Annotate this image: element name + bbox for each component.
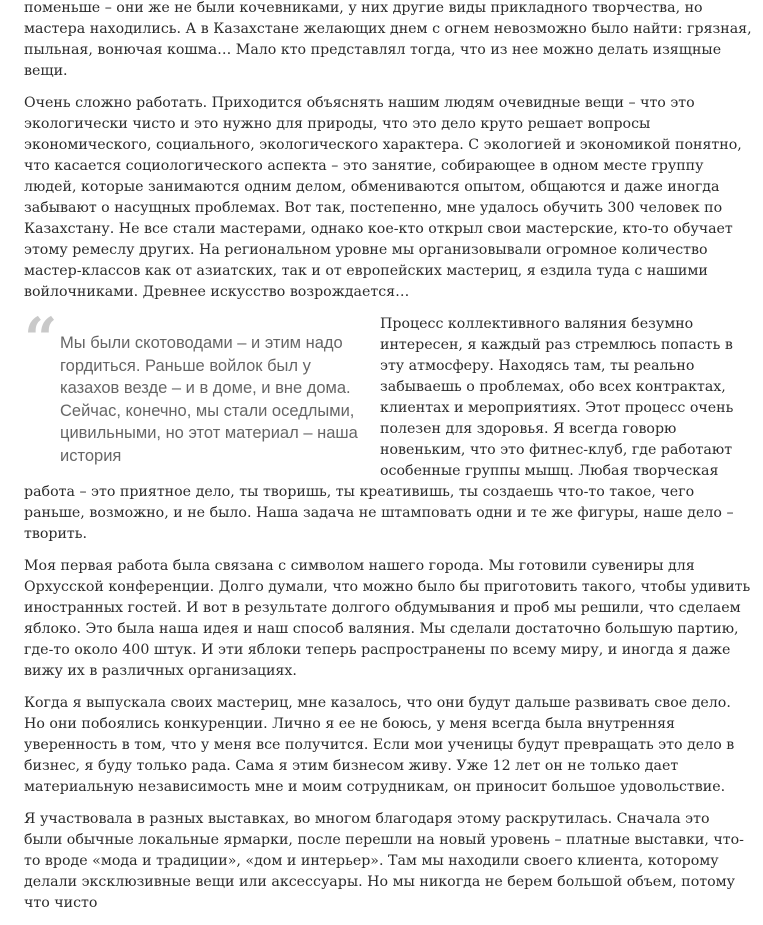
article-body bbox=[24, 0, 752, 925]
pull-quote bbox=[24, 305, 362, 467]
article-paragraph: Очень сложно работать. Приходится объяснять нашим людям очевидные вещи – что это экологически чисто и это нужно для природы, что это дело круто решает вопросы экономического, социального, экологического характера. С экологией и экономикой понятно, что касается социологического аспекта – это занятие, собирающее в одном месте группу людей, которые занимаются одним делом, обмениваются опытом, общаются и даже иногда забывают о насущных проблемах. Вот так, постепенно, мне удалось обучить 300 человек по Казахстану. Не все стали мастерами, однако кое-кто открыл свои мастерские, кто-то обучает этому ремеслу других. На региональном уровне мы организовывали огромное количество мастер-классов как от азиатских, так и от европейских мастериц, я ездила туда с нашими войлочниками. Древнее искусство возрождается… bbox=[24, 95, 742, 300]
article-paragraph: Я участвовала в разных выставках, во многом благодаря этому раскрутилась. Сначала это были обычные локальные ярмарки, после перешли на новый уровень – платные выставки, что-то вроде «мода и традиции», «дом и интерьер». Там мы находили своего клиента, которому делали эксклюзивные вещи или аксессуары. Но мы никогда не берем большой объем, потому что чисто bbox=[24, 811, 744, 911]
quote-icon: “ bbox=[24, 305, 58, 373]
pull-quote-text: Мы были скотоводами – и этим надо гордиться. Раньше войлок был у казахов везде – и в доме, и вне дома. Сейчас, конечно, мы стали оседлыми, цивильными, но этот материал – наша история bbox=[60, 334, 358, 465]
article-paragraph: Когда я выпускала своих мастериц, мне казалось, что они будут дальше развивать свое дело. Но они побоялись конкуренции. Лично я ее не боюсь, у меня всегда была внутренняя уверенность в том, что у меня все получится. Если мои ученицы будут превращать это дело в бизнес, я буду только рада. Сама я этим бизнесом живу. Уже 12 лет он не только дает материальную независимость мне и моим сотрудникам, он приносит большое удовольствие. bbox=[24, 695, 735, 795]
article-paragraph: Моя первая работа была связана с символом нашего города. Мы готовили сувениры для Орхусской конференции. Долго думали, что можно было бы приготовить такого, чтобы удивить иностранных гостей. И вот в результате долгого обдумывания и проб мы решили, что сделаем яблоко. Это была наша идея и наш способ валяния. Мы сделали достаточно большую партию, где-то около 400 штук. И эти яблоки теперь распространены по всему миру, и иногда я даже вижу их в различных организациях. bbox=[24, 558, 751, 679]
article-paragraph: поменьше – они же не были кочевниками, у них другие виды прикладного творчества, но мастера находились. А в Казахстане желающих днем с огнем невозможно было найти: грязная, пыльная, вонючая кошма… Мало кто представлял тогда, что из нее можно делать изящные вещи. bbox=[24, 0, 752, 79]
article-paragraph: Процесс коллективного валяния безумно интересен, я каждый раз стремлюсь попасть в эту атмосферу. Находясь там, ты реально забываешь о проблемах, обо всех контрактах, клиентах и мероприятиях. Этот процесс очень полезен для здоровья. Я всегда говорю новеньким, что это фитнес-клуб, где работают особенные группы мышц. Любая творческая работа – это приятное дело, ты творишь, ты креативишь, ты создаешь что-то такое, чего раньше, возможно, и не было. Наша задача не штамповать одни и те же фигуры, наше дело – творить. bbox=[24, 316, 734, 542]
